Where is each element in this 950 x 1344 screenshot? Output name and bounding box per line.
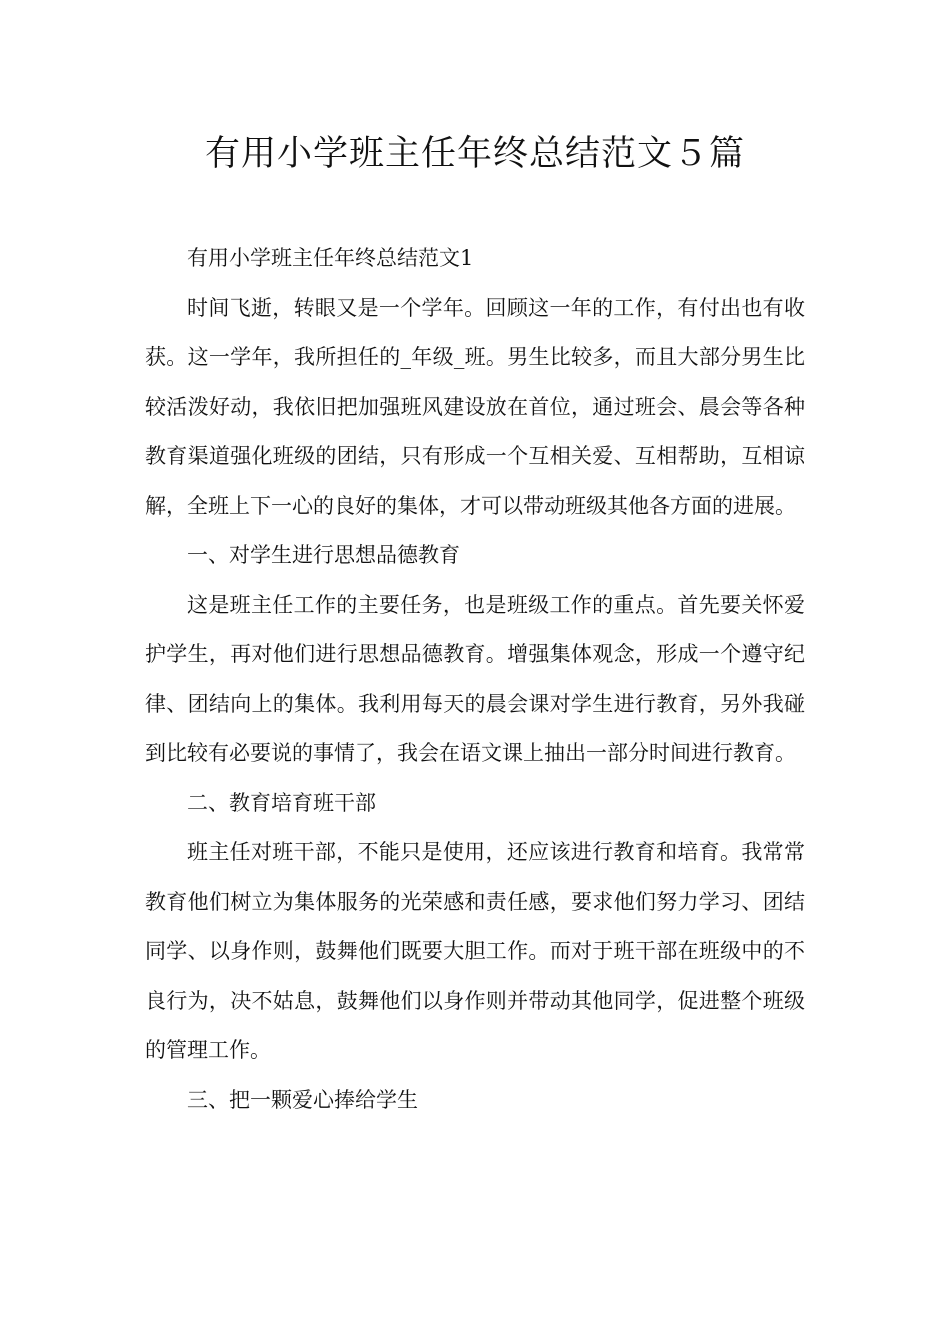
- section-heading-moral-education: 一、对学生进行思想品德教育: [187, 543, 460, 567]
- document-body: [145, 234, 805, 1125]
- section-heading-article-1: 有用小学班主任年终总结范文1: [187, 246, 474, 270]
- body-paragraph-class-cadres: 班主任对班干部，不能只是使用，还应该进行教育和培育。我常常教育他们树立为集体服务的光荣感和责任感，要求他们努力学习、团结同学、以身作则，鼓舞他们既要大胆工作。而对于班干部在班级中的不良行为，决不姑息，鼓舞他们以身作则并带动其他同学，促进整个班级的管理工作。: [145, 840, 805, 1062]
- body-paragraph-intro: 时间飞逝，转眼又是一个学年。回顾这一年的工作，有付出也有收获。这一学年，我所担任的_年级_班。男生比较多，而且大部分男生比较活泼好动，我依旧把加强班风建设放在首位，通过班会、晨会等各种教育渠道强化班级的团结，只有形成一个互相关爱、互相帮助，互相谅解，全班上下一心的良好的集体，才可以带动班级其他各方面的进展。: [145, 295, 805, 518]
- section-heading-caring-heart: 三、把一颗爱心捧给学生: [187, 1087, 418, 1112]
- document-title: 有用小学班主任年终总结范文５篇: [204, 134, 745, 174]
- body-paragraph-moral-education: 这是班主任工作的主要任务，也是班级工作的重点。首先要关怀爱护学生，再对他们进行思想品德教育。增强集体观念，形成一个遵守纪律、团结向上的集体。我利用每天的晨会课对学生进行教育，另外我碰到比较有必要说的事情了，我会在语文课上抽出一部分时间进行教育。: [145, 592, 805, 765]
- section-heading-class-cadres: 二、教育培育班干部: [187, 790, 376, 815]
